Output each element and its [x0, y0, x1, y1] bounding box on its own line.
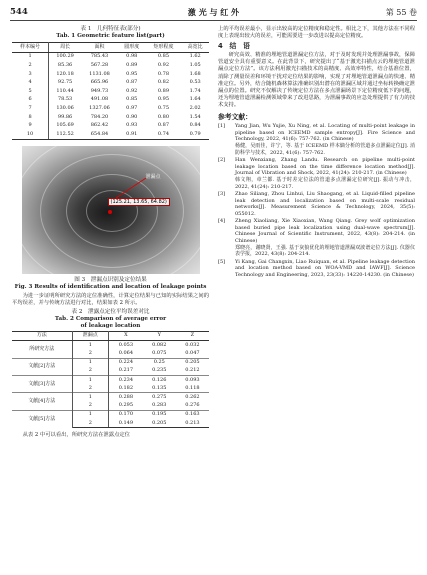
- table1-cell: 10: [12, 130, 49, 139]
- table2-cell: 0.224: [109, 358, 143, 367]
- table2-caption-cn: 表 2 泄露点定位平均误差对比: [71, 308, 150, 315]
- table2-header-cell: Y: [143, 331, 176, 341]
- reference-number: [5]: [218, 258, 226, 265]
- references-list: [218, 123, 415, 278]
- table1-row: [12, 78, 209, 87]
- table2-cell: 1: [72, 410, 109, 419]
- table1-cell: 1.54: [189, 113, 201, 120]
- table1-cell: 2: [12, 61, 49, 70]
- table1-cell: 0.87: [126, 79, 138, 86]
- table1-cell: 0.85: [126, 96, 138, 103]
- table1-row: [12, 130, 209, 139]
- table1-cell: 5: [12, 87, 49, 96]
- leak-coordinate-annotation: (125.21, 13.65, 64.82): [108, 198, 170, 206]
- table2-cell: 0.217: [118, 367, 134, 374]
- table2-row: [12, 410, 209, 419]
- table2-cell: 0.126: [143, 376, 176, 385]
- table2-cell: 0.25: [143, 358, 176, 367]
- table1-cell: 7: [12, 104, 49, 113]
- table1-cell: 112.52: [49, 130, 81, 139]
- table1-row: [12, 52, 209, 61]
- table2-method-cell: 所研究方法: [12, 341, 72, 358]
- table1-cell: 0.53: [189, 79, 201, 86]
- table1: [12, 42, 209, 140]
- reference-number: [2]: [218, 157, 226, 164]
- table1-cell: 92.75: [57, 79, 73, 86]
- table2-cell: 0.195: [143, 410, 176, 419]
- table2-cell: 0.047: [185, 350, 200, 357]
- table2-cell: 0.053: [118, 341, 134, 348]
- table1-cell: 949.73: [90, 87, 109, 94]
- table1-cell: 0.93: [126, 122, 138, 129]
- table2-header-cell: 泄漏点: [72, 331, 109, 341]
- table2-row: [12, 393, 209, 402]
- figure3-caption-cn: 图 3 泄漏点识别及定位结果: [74, 276, 147, 283]
- table2-cell: 0.283: [152, 402, 167, 409]
- table2-method-cell: 文献[4]方法: [12, 393, 72, 410]
- table1-cell: 0.92: [157, 61, 170, 68]
- table2-cell: 0.235: [152, 367, 167, 374]
- table2-cell: 2: [72, 367, 109, 376]
- table1-cell: 0.89: [157, 87, 170, 94]
- table2-row: [12, 376, 209, 385]
- table1-cell: 4: [12, 78, 49, 87]
- table1-header-cell: 矩形程度: [146, 43, 182, 53]
- table1-row: [12, 87, 209, 96]
- table1-cell: 0.74: [146, 130, 182, 139]
- header-rule: [10, 20, 417, 21]
- table1-cell: 654.84: [81, 130, 118, 139]
- table1-cell: 1.64: [189, 96, 201, 103]
- table1-cell: 3: [12, 70, 49, 79]
- table1-cell: 1: [12, 52, 49, 61]
- table2-caption-en-1: Tab. 2 Comparison of average error: [54, 315, 167, 322]
- table1-cell: 1327.06: [89, 104, 110, 111]
- left-column: [12, 26, 209, 439]
- reference-item: [218, 259, 415, 279]
- table1-caption-cn: 表 1 几何特征表(部分): [80, 26, 141, 32]
- table2-header-cell: X: [109, 331, 143, 341]
- reference-number: [1]: [218, 123, 226, 130]
- volume-label: 第 55 卷: [385, 8, 417, 17]
- table1-cell: 120.18: [56, 70, 74, 77]
- table1-cell: 0.95: [157, 96, 170, 103]
- paragraph-conclusion: 研究高效、精准的埋地管道泄漏定位方法，对于及时发现并处理泄漏事故，保障管道安全具有重要意义。在此背景下，研究提出了“基于激光扫描点云的埋地管道泄漏点定位方法”。该方法利用激光扫描技术的高精度、高效率特性，结合基准位置，消除了测量误差和环境干扰对定位结果的影响，实现了对埋地管道泄漏点的快速、精准定位。另外，结合随机森林算法准确识别出潜在的泄漏区域并通过坐标转换确定泄漏点的位置。研究不仅解决了传统定位方法在多点泄漏场景下定位精度低下的问题，还为埋地管道泄漏检测领域带来了改进思路，为泄漏事故的应急处理提供了有力的技术支持。: [218, 52, 415, 108]
- table1-row: [12, 96, 209, 105]
- paragraph-continued: 上的平均误差最小，显示出较高的定位精度和稳定性。相比之下，其他方法在不同程度上表现出较大的误差，可能需要进一步改进以提高定位精度。: [218, 26, 415, 40]
- table2-cell: 1: [72, 358, 109, 367]
- table1-row: [12, 70, 209, 79]
- table2-cell: 2: [72, 419, 109, 428]
- table2-caption-en-2: of leakage location: [80, 322, 141, 329]
- table2-cell: 0.149: [109, 419, 143, 428]
- table2-cell: 0.182: [118, 384, 134, 391]
- leak-marker-lines: [22, 146, 200, 274]
- table1-cell: 1.74: [189, 87, 201, 94]
- table2-cell: 0.064: [118, 350, 134, 357]
- reference-item: [218, 157, 415, 177]
- reference-text: 韩文翔，章兰都. 基于时差定位法的管道多点泄漏定位研究[J]. 振动与冲击，2022, 41(24): 210-217.: [235, 177, 415, 190]
- table2-cell: 0.163: [176, 410, 209, 419]
- table1-cell: 0.98: [126, 53, 138, 60]
- table1-cell: 110.44: [56, 87, 74, 94]
- table1-cell: 567.28: [90, 61, 109, 68]
- table1-cell: 0.97: [126, 104, 138, 111]
- table1-cell: 0.90: [126, 113, 138, 120]
- table1-caption-en: Tab. 1 Geometric feature list(part): [56, 33, 165, 39]
- journal-title: 激 光 与 红 外: [187, 7, 240, 17]
- table1-cell: 0.84: [189, 122, 201, 129]
- table2-method-cell: 文献[5]方法: [12, 410, 72, 427]
- table2-cell: 0.213: [176, 419, 209, 428]
- table2-cell: 0.275: [143, 393, 176, 402]
- table2: [12, 331, 209, 428]
- table1-row: [12, 104, 209, 113]
- reference-item: [218, 123, 415, 143]
- table1-cell: 0.82: [157, 79, 170, 86]
- reference-text: Han Wenxiang, Zhang Landu. Research on pipeline multi-point leakage location based on the time difference location method[J]. Journal of Vibration and Shock, 2022, 41(24): 210-217. (in Chinese): [235, 157, 415, 177]
- table1-header-cell: 周长: [49, 43, 81, 53]
- table2-cell: 0.262: [176, 393, 209, 402]
- table1-cell: 0.92: [126, 87, 138, 94]
- reference-text: 杨健，吴雨佳，许宁，等. 基于 ICEEMD 样本熵分析的管道多点泄漏定位[J]. 消防科学与技术，2022, 41(6): 757-762.: [235, 143, 415, 156]
- figure3-caption-en: Fig. 3 Results of identification and location of leakage points: [14, 283, 207, 290]
- reference-number: [3]: [218, 191, 226, 198]
- table2-cell: 0.288: [109, 393, 143, 402]
- table1-cell: 1131.08: [89, 70, 110, 77]
- table1-header-cell: 圆形度: [118, 43, 146, 53]
- reference-text: Yi Kang, Gai Changxin, Liao Ruiquan, et al. Pipeline leakage detection and location method based on WOA-VMD and IAWF[J]. Science Technology and Engineering, 2023, 23(33): 14220-14230. (in Chinese): [235, 258, 415, 278]
- reference-item: [218, 245, 415, 258]
- table1-cell: 0.78: [157, 70, 170, 77]
- table2-row: [12, 358, 209, 367]
- reference-item: [218, 177, 415, 190]
- table2-cell: 0.205: [143, 419, 176, 428]
- reference-number: [4]: [218, 217, 226, 224]
- section-conclusion-title: 4 结 语: [218, 42, 250, 51]
- table1-cell: 85.36: [57, 61, 73, 68]
- reference-item: [218, 191, 415, 217]
- right-column: [218, 26, 415, 279]
- table1-header-cell: 面积: [81, 43, 118, 53]
- table2-cell: 0.205: [176, 358, 209, 367]
- table1-cell: 8: [12, 113, 49, 122]
- table1-cell: 1.68: [189, 70, 201, 77]
- table1-cell: 0.95: [126, 70, 138, 77]
- table2-cell: 2: [72, 402, 109, 411]
- table1-cell: 1.62: [189, 53, 201, 60]
- table2-cell: 0.118: [185, 384, 200, 391]
- table1-row: [12, 61, 209, 70]
- table1-cell: 130.06: [56, 104, 74, 111]
- reference-item: [218, 143, 415, 156]
- table1-header-cell: 样本编号: [12, 43, 49, 53]
- table2-cell: 2: [72, 384, 109, 393]
- figure3-inner-label: 泄漏点: [145, 173, 161, 180]
- table1-cell: 0.91: [118, 130, 146, 139]
- table2-cell: 0.276: [185, 402, 200, 409]
- reference-text: Zhao Siliang, Zhou Linhui, Liu Shaogang, et al. Liquid-filled pipeline leak detection and localization based on multi-scale residual networks[J]. Measurement Science & Technology, 2024, 35(5): 055012.: [235, 191, 415, 217]
- table2-cell: 0.093: [176, 376, 209, 385]
- table1-cell: 0.89: [126, 61, 138, 68]
- page-number: 544: [10, 7, 28, 17]
- table1-cell: 2.02: [189, 104, 201, 111]
- table1-cell: 665.96: [90, 79, 109, 86]
- table2-cell: 0.135: [152, 384, 167, 391]
- table1-cell: 6: [12, 96, 49, 105]
- table2-method-cell: 文献[3]方法: [12, 376, 72, 393]
- table1-cell: 784.20: [90, 113, 109, 120]
- table2-cell: 1: [72, 376, 109, 385]
- table1-cell: 1.05: [189, 61, 201, 68]
- reference-text: 郑晓亮，谢晓贤，王强. 基于灰狼优化的埋地管道泄漏双波谱定位方法[J]. 仪器仪表学报，2022, 43(8): 204-214.: [235, 244, 415, 258]
- table2-cell: 0.170: [109, 410, 143, 419]
- table1-header-cell: 高宽比: [181, 43, 209, 53]
- table1-cell: 0.80: [157, 113, 170, 120]
- table1-row: [12, 113, 209, 122]
- table2-cell: 0.212: [185, 367, 200, 374]
- table2-cell: 1: [72, 393, 109, 402]
- references-title: 参考文献：: [218, 113, 252, 122]
- reference-text: Yang Jian, Wu Yujie, Xu Ning, et al. Locating of multi-point leakage in pipeline based on ICEEMD sample entropy[J]. Fire Science and Technology, 2022, 41(6): 757-762. (in Chinese): [235, 123, 415, 143]
- reference-item: [218, 218, 415, 244]
- table1-cell: 100.29: [56, 53, 74, 60]
- reference-text: Zheng Xiaoliang, Xie Xiaoxian, Wang Qiang. Grey wolf optimization based buried pipe leak localization using dual-wave spectrum[J]. Chinese Journal of Scientific Instrument, 2022, 43(8): 204-214. (in Chinese): [235, 217, 415, 244]
- table2-header-cell: 方法: [12, 331, 72, 341]
- table1-cell: 785.43: [90, 53, 109, 60]
- table1-cell: 491.08: [90, 96, 109, 103]
- table2-cell: 0.032: [185, 341, 200, 348]
- table1-cell: 0.87: [157, 122, 170, 129]
- page-header: [10, 7, 417, 19]
- paragraph-accuracy: 为进一步证明所研究方法的定位准确性，计算定位结果与已知的实际结果之间的平均误差，并与传统方法进行对比，结果如表 2 所示。: [12, 292, 209, 306]
- table2-cell: 2: [72, 350, 109, 359]
- table2-cell: 0.234: [109, 376, 143, 385]
- table2-method-cell: 文献[2]方法: [12, 358, 72, 375]
- table2-cell: 0.082: [152, 341, 167, 348]
- table2-cell: 1: [72, 341, 109, 350]
- table2-row: [12, 341, 209, 350]
- table1-cell: 105.69: [56, 122, 74, 129]
- table1-cell: 99.86: [57, 113, 73, 120]
- table2-cell: 0.075: [152, 350, 167, 357]
- table1-cell: 78.53: [57, 96, 73, 103]
- figure3-image: [22, 146, 200, 274]
- table2-cell: 0.295: [118, 402, 134, 409]
- table1-cell: 0.85: [157, 53, 170, 60]
- table1-cell: 0.79: [181, 130, 209, 139]
- table1-row: [12, 121, 209, 130]
- table2-header-cell: Z: [176, 331, 209, 341]
- table1-cell: 862.42: [90, 122, 109, 129]
- table1-cell: 9: [12, 121, 49, 130]
- paragraph-table2-discussion: 从表 2 中可以看出，所研究方法在泄露点定位: [22, 432, 130, 439]
- table1-cell: 0.75: [157, 104, 170, 111]
